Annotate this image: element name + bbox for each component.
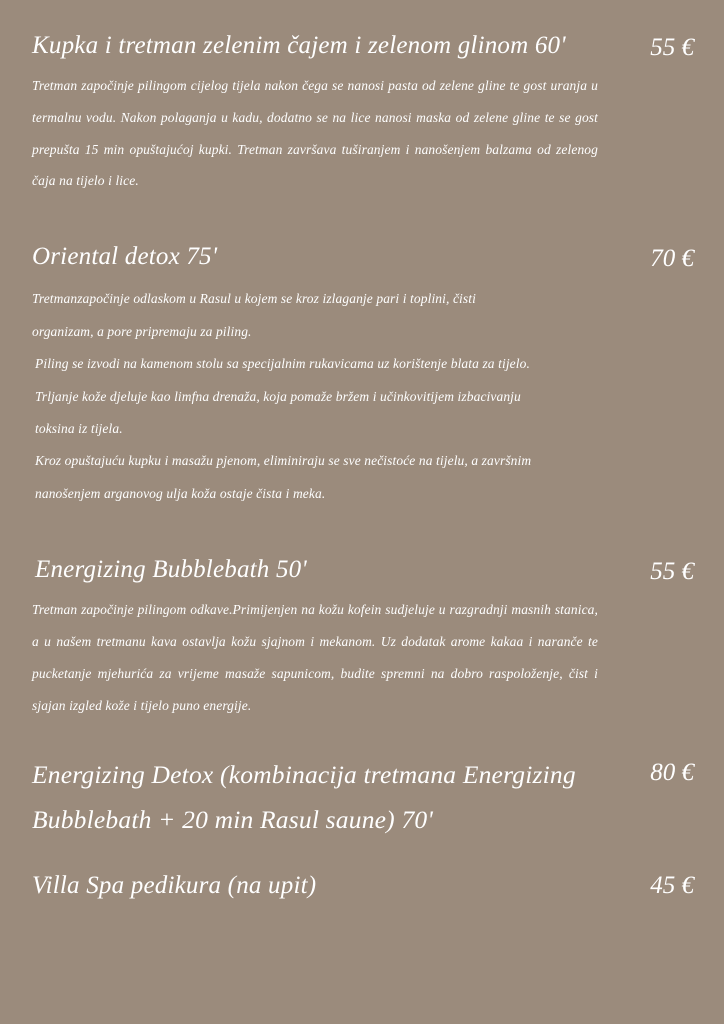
menu-item-header bbox=[32, 753, 694, 842]
description-line: Piling se izvodi na kamenom stolu sa specijalnim rukavicama uz korištenje blata za tijelo. bbox=[35, 356, 530, 372]
menu-item-title: Kupka i tretman zelenim čajem i zelenom glinom 60' bbox=[32, 32, 566, 59]
menu-item-description bbox=[32, 283, 622, 510]
menu-item-price: 80 € bbox=[650, 759, 694, 787]
description-line: Kroz opuštajuću kupku i masažu pjenom, eliminiraju se sve nečistoće na tijelu, a završnim bbox=[35, 453, 532, 469]
menu-item-title: Energizing Detox (kombinacija tretmana Energizing Bubblebath + 20 min Rasul saune) 70' bbox=[32, 760, 576, 834]
description-line: toksina iz tijela. bbox=[35, 420, 123, 436]
menu-item-header bbox=[32, 28, 694, 66]
section-spacer bbox=[32, 203, 694, 239]
section-spacer bbox=[32, 848, 694, 866]
menu-item-description: Tretman započinje pilingom odkave.Primijenjen na kožu kofein sudjeluje u razgradnji masnih stanica, a u našem tretmanu kava ostavlja kožu sjajnom i mekanom. Uz dodatak arome kakaa i naranče te pucketanje mjehurića za vrijeme masaže sapunicom, budite spremni na dobro raspoloženje, čist i sjajan izgled kože i tijelo puno energije. bbox=[32, 602, 598, 713]
section-spacer bbox=[32, 727, 694, 753]
menu-item bbox=[32, 866, 694, 906]
menu-item-description: Tretman započinje pilingom cijelog tijela nakon čega se nanosi pasta od zelene gline te gost uranja u termalnu vodu. Nakon polaganja u kadu, dodatno se na lice nanosi maska od zelene gline te se gost prepušta 15 min opuštajućoj kupki. Tretman završava tuširanjem i nanošenjem balzama od zelenog čaja na tijelo i lice. bbox=[32, 78, 598, 189]
menu-item-title: Villa Spa pedikura (na upit) bbox=[32, 872, 317, 900]
description-line: Trljanje kože djeluje kao limfna drenaža, koja pomaže bržem i učinkovitijem izbacivanju bbox=[35, 388, 521, 404]
menu-item-title: Oriental detox 75' bbox=[32, 243, 218, 271]
menu-item-price: 45 € bbox=[650, 872, 694, 900]
description-line: Tretmanzapočinje odlaskom u Rasul u kojem se kroz izlaganje pari i toplini, čisti bbox=[32, 291, 476, 307]
menu-item-header bbox=[32, 552, 694, 590]
description-line: nanošenjem arganovog ulja koža ostaje čista i meka. bbox=[35, 485, 326, 501]
menu-item bbox=[32, 753, 694, 842]
menu-item-header bbox=[32, 239, 694, 277]
menu-item-price: 55 € bbox=[650, 558, 694, 586]
section-spacer bbox=[32, 516, 694, 552]
description-line: organizam, a pore pripremaju za piling. bbox=[32, 323, 252, 339]
menu-item-header bbox=[32, 866, 694, 906]
menu-item bbox=[32, 552, 694, 721]
menu-item-price: 55 € bbox=[650, 34, 694, 61]
menu-item bbox=[32, 28, 694, 197]
menu-item-price: 70 € bbox=[650, 245, 694, 273]
menu-item bbox=[32, 239, 694, 510]
menu-item-title: Energizing Bubblebath 50' bbox=[35, 556, 307, 584]
